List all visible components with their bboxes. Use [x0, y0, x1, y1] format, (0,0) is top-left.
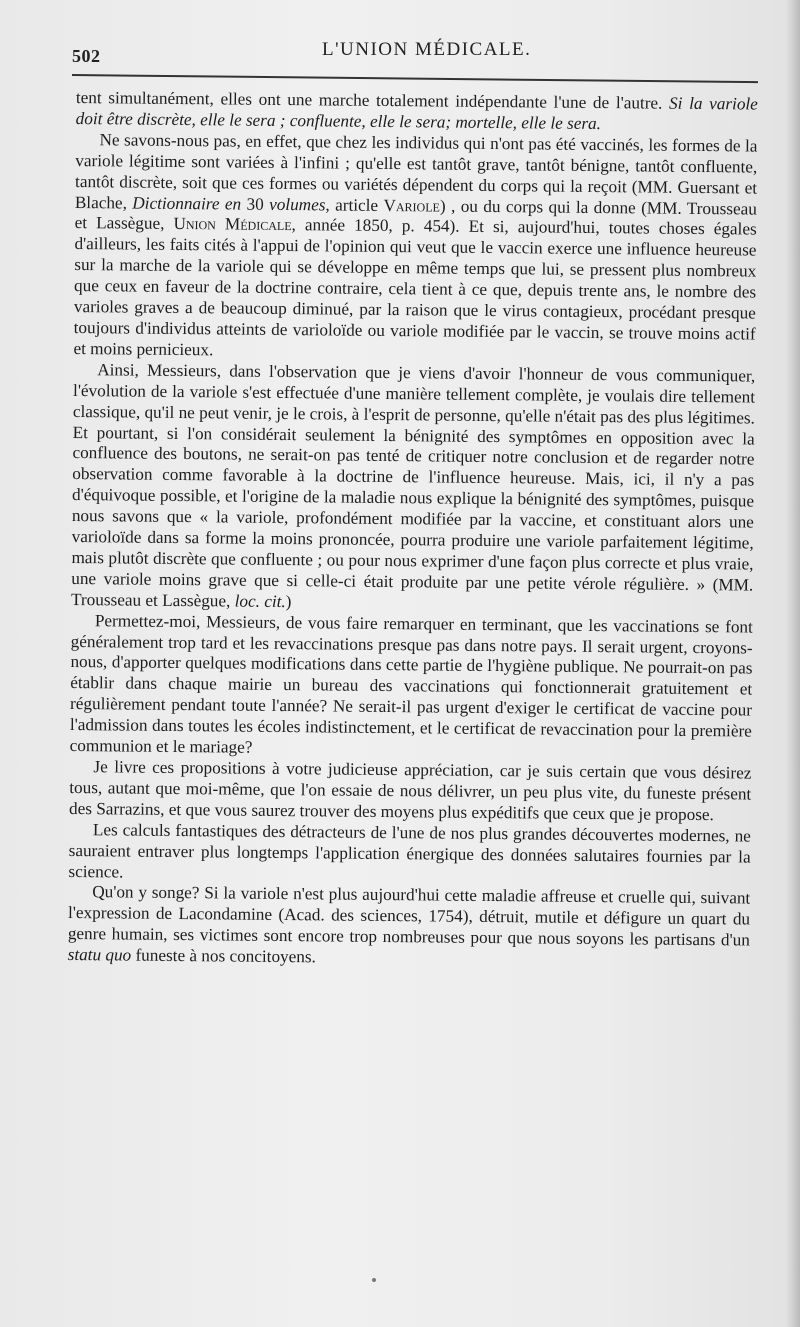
paragraph-4: Permettez-moi, Messieurs, de vous faire remarquer en terminant, que les vaccinations se font généralement trop tard et les revaccinations presque pas dans notre pays. Il serait urgent, croyons-nous, d'apporter quelques modifications dans cette partie de l'hygiène publique. Ne pourrait-on pas établir dans chaque mairie un bureau des vaccinations qui fonctionnerait gratuitement et régulièrement pendant toute l'année? Ne serait-il pas urgent d'exiger le certificat de vaccine pour l'admission dans toutes les écoles indistinctement, et le certificat de revaccination pour la première communion et le mariage?	[69, 610, 753, 757]
page-speck	[372, 1278, 376, 1282]
paragraph-1	[76, 88, 758, 136]
article-body	[66, 88, 758, 1154]
paragraph-2-italic-volumes: volumes	[269, 194, 326, 214]
paragraph-3-close: )	[285, 591, 292, 611]
paragraph-1-italic: Si la variole doit être discrète, elle le sera ; confluente, elle le sera; mortelle, elle le sera.	[75, 93, 758, 133]
paragraph-6: Les calculs fantastiques des détracteurs de l'une de nos plus grandes découvertes modernes, ne sauraient entraver plus longtemps l'application énergique des données salutaires fournies par la science.	[68, 819, 751, 882]
paragraph-2-text-a: Ne savons-nous pas, en effet, que chez les individus qui n'ont pas été vaccinés, les formes de la variole légitime sont variées à l'infini ; qu'elle est tantôt grave, tantôt bénigne, tantôt confluente, tantôt discrète, soit que ces formes ou variétés dépendent du corps qui la reçoit (MM. Guersant et Blache,	[74, 130, 758, 213]
paragraph-1-text: tent simultanément, elles ont une marche totalement indépendante l'une de l'autre.	[75, 88, 670, 113]
page-header	[72, 36, 758, 66]
running-head: L'UNION MÉDICALE.	[322, 39, 532, 60]
paragraph-2-smallcaps-union-medicale: Union Médicale	[173, 214, 292, 235]
header-rule	[72, 74, 758, 83]
paragraph-2-italic-dictionnaire: Dictionnaire en	[132, 193, 242, 214]
paragraph-3-italic-loc-cit: loc. cit.	[234, 591, 286, 611]
paragraph-7-end: funeste à nos concitoyens.	[131, 945, 316, 967]
paragraph-2-text-g: ) , ou du corps qui la donne (MM. Trousseau et Lassègue,	[74, 196, 757, 234]
paragraph-7-text: Qu'on y songe? Si la variole n'est plus aujourd'hui cette maladie affreuse et cruelle qui, suivant l'expression de Lacondamine (Acad. des sciences, 1754), détruit, mutile et défigure un quart du genre humain, ses victimes sont encore trop nombreuses pour que nous soyons les partisans d'un	[67, 882, 751, 950]
page-number: 502	[72, 46, 101, 66]
paragraph-7-italic-statu-quo: statu quo	[67, 945, 132, 965]
paragraph-2-text-c: 30	[241, 194, 270, 214]
paragraph-3-text: Ainsi, Messieurs, dans l'observation que je viens d'avoir l'honneur de vous communiquer, l'évolution de la variole s'est effectuée d'une manière tellement complète, je voulais dire tellement classique, qu'il ne peut venir, je le crois, à l'esprit de personne, qu'elle n'était pas des plus légitimes. Et pourtant, si l'on considérait seulement la bénignité des symptômes en opposition avec la confluence des boutons, ne serait-on pas tenté de critiquer notre conclusion et de regarder notre observation comme favorable à la doctrine de l'influence heureuse. Mais, ici, il n'y a pas d'équivoque possible, et l'origine de la maladie nous explique la bénignité des symptômes, puisque nous savons que « la variole, profondément modifiée par la vaccine, et constituant alors une varioloïde dans sa forme la moins prononcée, pourra produire une variole parfaitement légitime, mais plutôt discrète que confluente ; ou pour nous exprimer d'une façon plus correcte et plus vraie, une variole moins grave que si celle-ci était produite par une petite vérole régulière. » (MM. Trousseau et Lassègue,	[71, 359, 756, 611]
paragraph-2-text-e: , article	[325, 194, 384, 215]
paragraph-2	[73, 130, 757, 367]
paragraph-2-text-i: , année 1850, p. 454). Et si, aujourd'hui, toutes choses égales d'ailleurs, les faits cités à l'appui de l'opinion qui veut que le vaccin exerce une influence heureuse sur la marche de la variole qui se développe en même temps que lui, se pressent plus nombreux que ceux en faveur de la doctrine contraire, cela tient à ce que, depuis trente ans, le nombre des varioles graves a de beaucoup diminué, par la raison que le virus contagieux, procédant presque toujours d'individus atteints de varioloïde ou variole modifiée par le vaccin, se trouve moins actif et moins pernicieux.	[73, 215, 757, 360]
paragraph-5: Je livre ces propositions à votre judicieuse appréciation, car je suis certain que vous désirez tous, autant que moi-même, que l'on essaie de nous délivrer, un peu plus vite, du funeste présent des Sarrazins, et que vous saurez trouver des moyens plus expéditifs que ceux que je propose.	[68, 757, 752, 824]
paragraph-7	[68, 882, 751, 972]
paragraph-3	[71, 360, 755, 617]
paragraph-2-smallcaps-variole: Variole	[383, 195, 441, 216]
binding-shadow	[786, 0, 800, 1327]
